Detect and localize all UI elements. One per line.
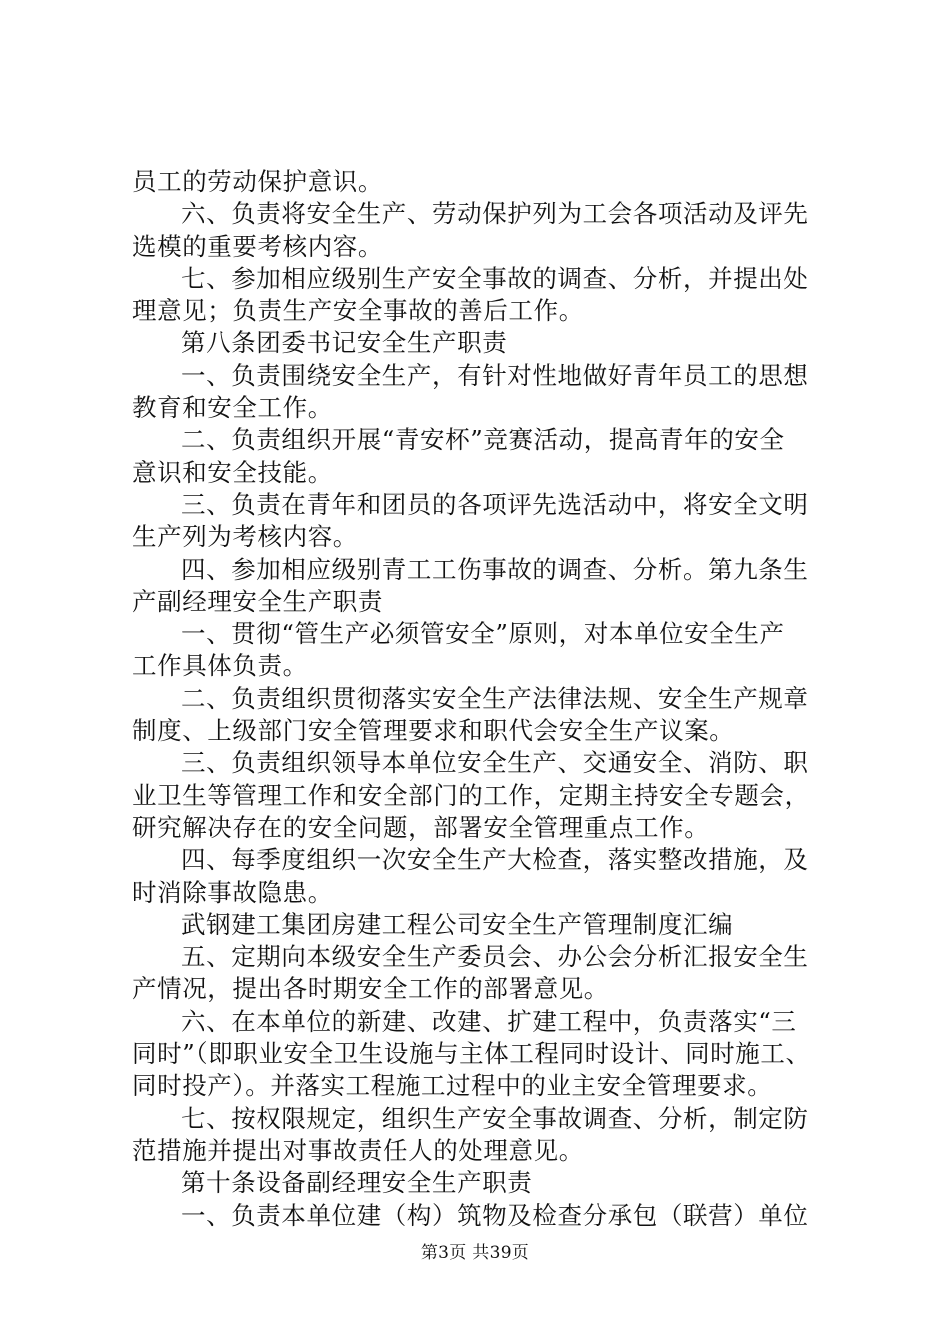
- section-heading: 第八条团委书记安全生产职责: [181, 328, 508, 358]
- text-line: 二、负责组织开展“青安杯”竞赛活动，提高青年的安全: [181, 425, 785, 455]
- text-line: 四、参加相应级别青工工伤事故的调查、分析。第九条生: [181, 554, 809, 584]
- text-line: 二、负责组织贯彻落实安全生产法律法规、安全生产规章: [181, 683, 809, 713]
- text-line: 理意见；负责生产安全事故的善后工作。: [132, 296, 584, 326]
- text-line: 制度、上级部门安全管理要求和职代会安全生产议案。: [132, 716, 735, 746]
- text-line: 业卫生等管理工作和安全部门的工作，定期主持安全专题会，: [132, 780, 810, 810]
- text-line: 研究解决存在的安全问题，部署安全管理重点工作。: [132, 812, 710, 842]
- text-line: 六、在本单位的新建、改建、扩建工程中，负责落实“三: [181, 1006, 797, 1036]
- text-line: 七、按权限规定，组织生产安全事故调查、分析，制定防: [181, 1103, 809, 1133]
- running-header-line: 武钢建工集团房建工程公司安全生产管理制度汇编: [181, 909, 734, 939]
- section-heading: 第十条设备副经理安全生产职责: [181, 1168, 533, 1198]
- text-line: 一、负责围绕安全生产，有针对性地做好青年员工的思想: [181, 360, 809, 390]
- text-line: 三、负责组织领导本单位安全生产、交通安全、消防、职: [181, 748, 809, 778]
- text-line: 教育和安全工作。: [132, 393, 333, 423]
- text-line: 五、定期向本级安全生产委员会、办公会分析汇报安全生: [181, 942, 809, 972]
- text-line: 同时”（即职业安全卫生设施与主体工程同时设计、同时施工、: [132, 1039, 811, 1069]
- body-text: [132, 166, 842, 1232]
- text-line: 一、贯彻“管生产必须管安全”原则，对本单位安全生产: [181, 619, 785, 649]
- page-number-footer: 第3页 共39页: [420, 1243, 530, 1263]
- text-line: 生产列为考核内容。: [132, 522, 358, 552]
- text-line: 范措施并提出对事故责任人的处理意见。: [132, 1135, 584, 1165]
- text-line: 员工的劳动保护意识。: [132, 167, 383, 196]
- text-line: 意识和安全技能。: [132, 457, 333, 487]
- text-line: 产副经理安全生产职责: [132, 586, 383, 616]
- text-line: 七、参加相应级别生产安全事故的调查、分析，并提出处: [181, 263, 809, 293]
- text-line: 工作具体负责。: [132, 651, 308, 681]
- text-line: 选模的重要考核内容。: [132, 231, 383, 261]
- text-line: 四、每季度组织一次安全生产大检查，落实整改措施，及: [181, 845, 809, 875]
- text-line: 产情况，提出各时期安全工作的部署意见。: [132, 974, 609, 1004]
- text-line: 同时投产）。并落实工程施工过程中的业主安全管理要求。: [132, 1071, 773, 1101]
- text-line: 三、负责在青年和团员的各项评先选活动中，将安全文明: [181, 489, 809, 519]
- text-line: 六、负责将安全生产、劳动保护列为工会各项活动及评先: [181, 199, 809, 229]
- text-line: 时消除事故隐患。: [132, 877, 333, 907]
- text-line: 一、负责本单位建（构）筑物及检查分承包（联营）单位: [181, 1200, 809, 1230]
